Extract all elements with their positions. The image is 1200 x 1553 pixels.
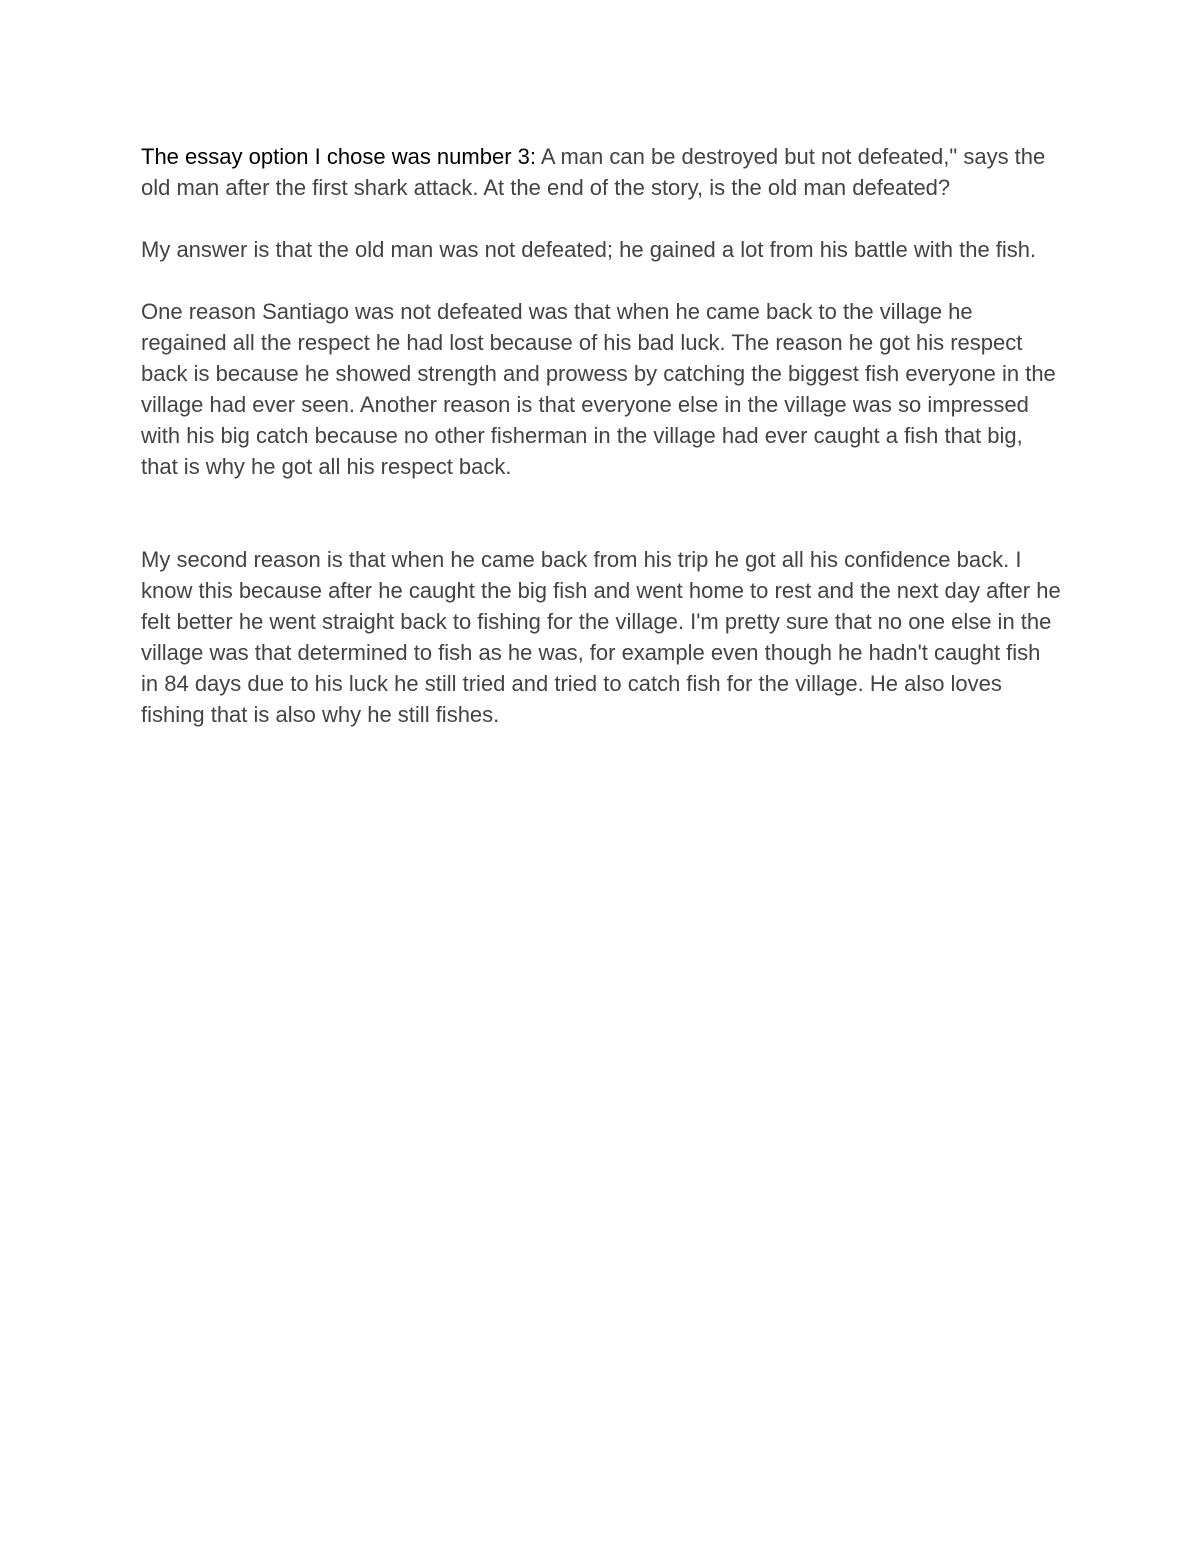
first-reason-paragraph: One reason Santiago was not defeated was that when he came back to the village he regained all the respect he had lost because of his bad luck. The reason he got his respect back is because he showed strength and prowess by catching the biggest fish everyone in the village had ever seen. Another reason is that everyone else in the village was so impressed with his big catch because no other fisherman in the village had ever caught a fish that big, that is why he got all his respect back.: [141, 299, 1056, 479]
essay-prompt-lead: The essay option I chose was number 3:: [141, 144, 541, 169]
document-body: [141, 141, 1061, 761]
essay-prompt-paragraph: [141, 141, 1061, 203]
essay-prompt-text: A man can be destroyed but not defeated," says the old man after the first shark attack. At the end of the story, is the old man defeated?: [141, 144, 1046, 200]
thesis-paragraph: My answer is that the old man was not defeated; he gained a lot from his battle with the fish.: [141, 237, 1037, 262]
second-reason-paragraph: My second reason is that when he came back from his trip he got all his confidence back. I know this because after he caught the big fish and went home to rest and the next day after he felt better he went straight back to fishing for the village. I'm pretty sure that no one else in the village was that determined to fish as he was, for example even though he hadn't caught fish in 84 days due to his luck he still tried and tried to catch fish for the village. He also loves fishing that is also why he still fishes.: [141, 547, 1061, 727]
